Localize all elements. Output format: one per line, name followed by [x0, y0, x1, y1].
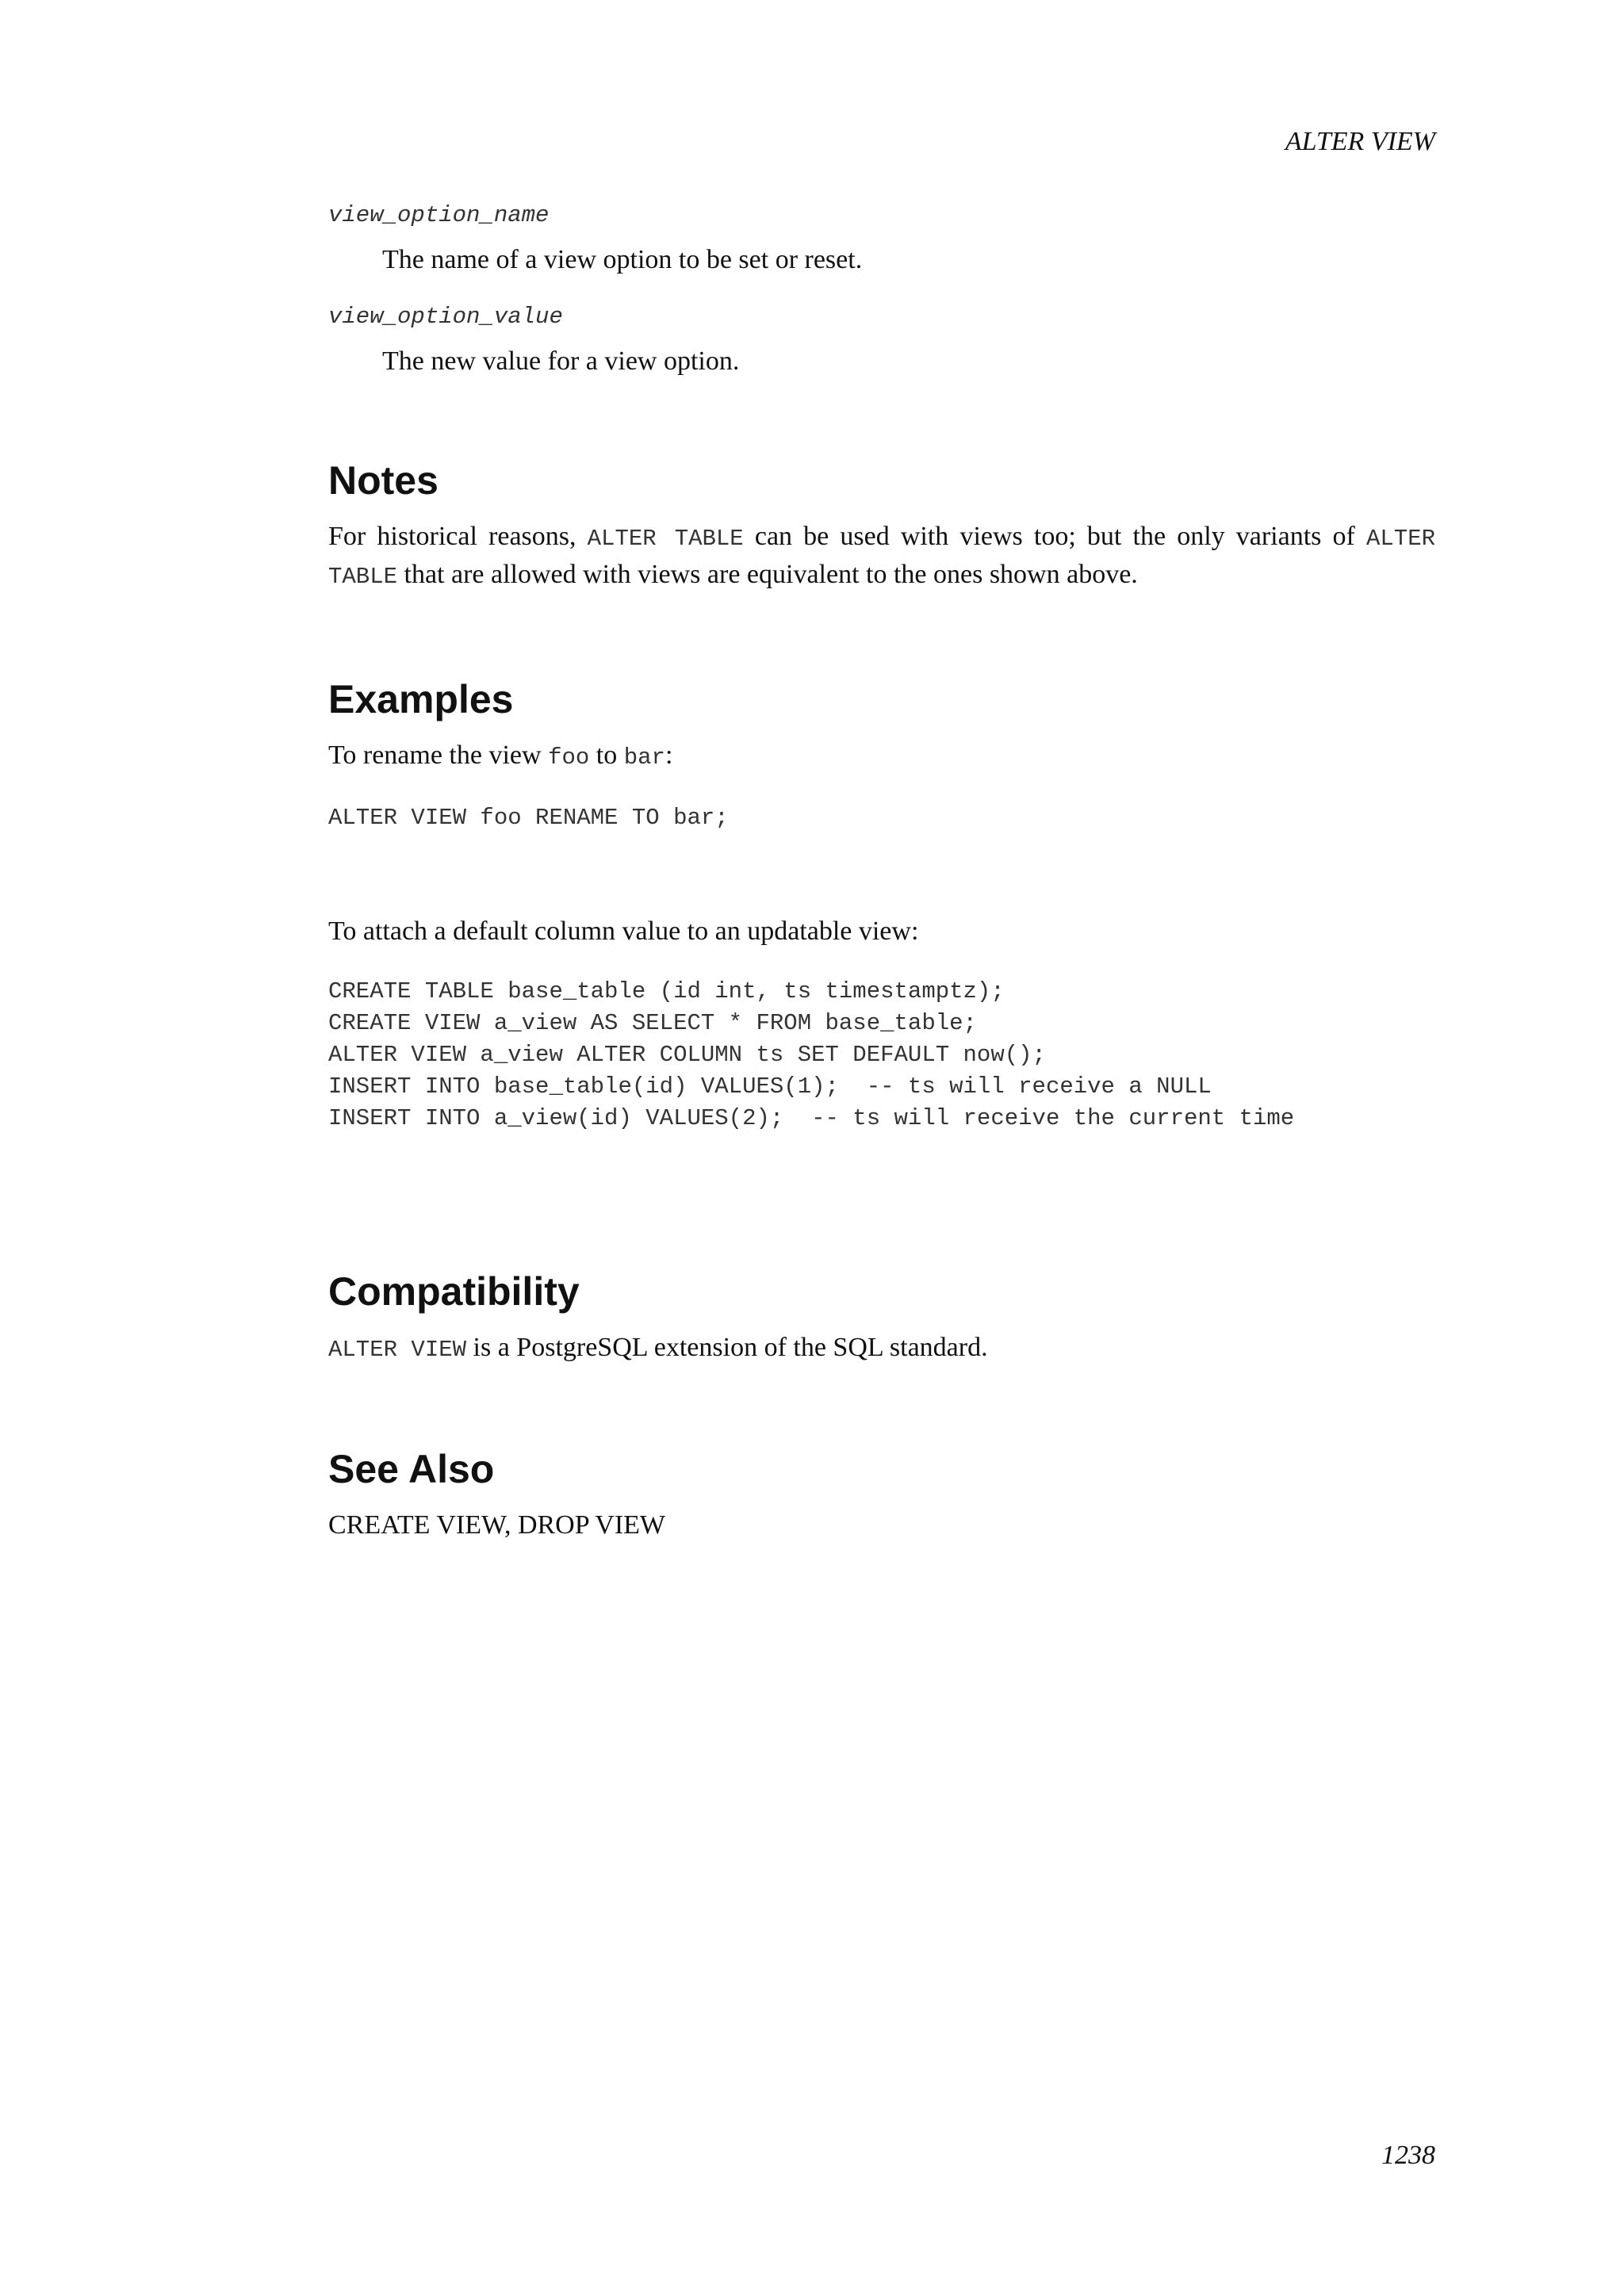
notes-heading: Notes: [328, 458, 439, 503]
notes-text: that are allowed with views are equivalent to the ones shown above.: [397, 560, 1138, 589]
see-also-links: [328, 1507, 1435, 1543]
see-also-heading: See Also: [328, 1447, 495, 1491]
inline-code: foo: [548, 744, 590, 771]
page-content: [328, 200, 1435, 1543]
code-block-rename: ALTER VIEW foo RENAME TO bar;: [328, 805, 729, 831]
inline-code: bar: [623, 744, 665, 771]
see-also-link-drop-view[interactable]: DROP VIEW: [517, 1510, 666, 1540]
compatibility-heading: Compatibility: [328, 1269, 580, 1314]
inline-code: ALTER TABLE: [587, 526, 744, 552]
example-intro-text: To rename the view: [328, 740, 549, 770]
notes-section: [328, 457, 1435, 595]
inline-code: ALTER TABLE: [328, 526, 1436, 590]
example-intro-text: to: [589, 740, 624, 770]
parameter-list: [328, 200, 1435, 379]
see-also-section: [328, 1445, 1435, 1543]
notes-text: can be used with views too; but the only variants of: [743, 522, 1366, 551]
example-intro: To attach a default column value to an updatable view:: [328, 916, 919, 946]
code-block-default-column: CREATE TABLE base_table (id int, ts timestamptz); CREATE VIEW a_view AS SELECT * FROM base_table; ALTER VIEW a_view ALTER COLUMN ts SET DEFAULT now(); INSERT INTO base_table(id) VALUES(1); -- ts will receive a NULL INSERT INTO a_view(id) VALUES(2); -- ts will receive the current time: [328, 978, 1295, 1131]
running-header: ALTER VIEW: [1285, 127, 1435, 156]
compatibility-text: is a PostgreSQL extension of the SQL standard.: [466, 1333, 988, 1362]
compatibility-paragraph: [328, 1330, 1435, 1368]
param-description: The new value for a view option.: [382, 346, 740, 376]
page-number: 1238: [1381, 2141, 1435, 2170]
notes-text: For historical reasons,: [328, 522, 588, 551]
param-term: view_option_name: [328, 202, 550, 228]
inline-code: ALTER VIEW: [328, 1337, 467, 1363]
compatibility-section: [328, 1268, 1435, 1368]
examples-heading: Examples: [328, 677, 514, 721]
examples-section: [328, 675, 1435, 1135]
example-intro: [328, 737, 1435, 775]
see-also-link-create-view[interactable]: CREATE VIEW: [328, 1510, 504, 1540]
see-also-separator: ,: [504, 1510, 518, 1540]
param-description: The name of a view option to be set or reset.: [382, 245, 863, 274]
notes-paragraph: [328, 519, 1435, 595]
param-term: view_option_value: [328, 304, 563, 330]
example-intro-text: :: [665, 740, 673, 770]
